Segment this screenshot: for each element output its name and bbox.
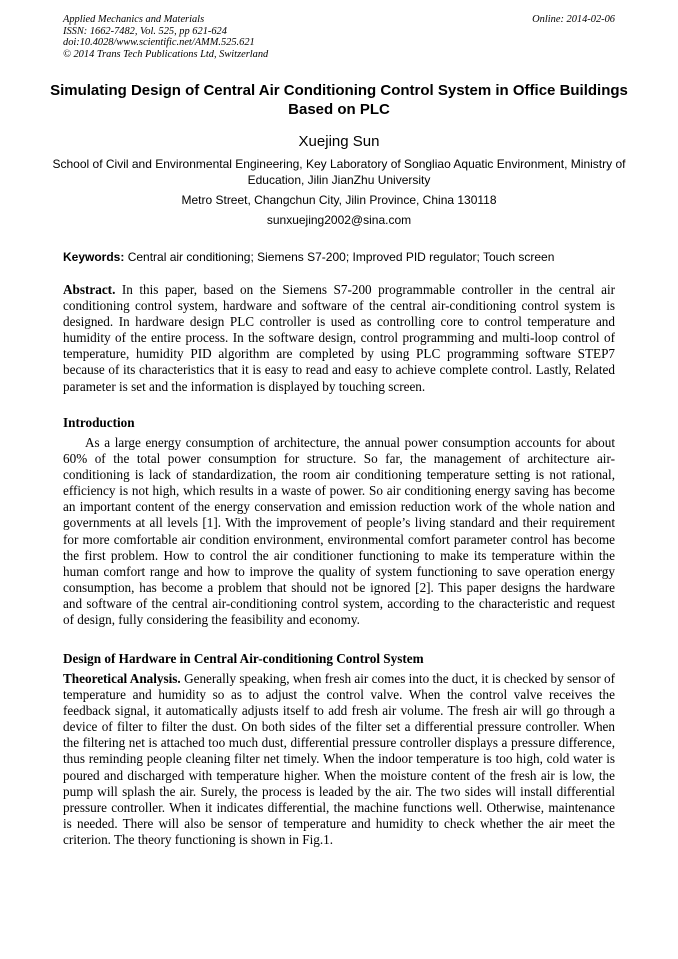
journal-name: Applied Mechanics and Materials xyxy=(63,14,205,25)
keywords-label: Keywords: xyxy=(63,250,125,264)
theoretical-analysis-text: Generally speaking, when fresh air comes into the duct, it is checked by sensor of temperature and humidity so as to adjust the control valve. When the control valve receives the feedback signal, it automatically adjusts itself to add fresh air volume. The fresh air will go through a device of filter to filter the dust. On both sides of the filter set a differential pressure controller. When the filtering net is attached too much dust, differential pressure controller displays a pressure difference, thus reminding people cleaning filter net timely. When the indoor temperature is too high, cold water is poured and discharged with temperature higher. When the moisture content of the fresh air is low, the pump will splash the air. Surely, the process is leaded by the air. The two sides will install differential pressure controller. When it indicates differential, the machine functions well. Otherwise, maintenance is needed. There will also be sensor of temperature and humidity to check whether the air meet the criterion. The theory functioning is shown in Fig.1. xyxy=(63,671,615,847)
keywords xyxy=(63,250,623,265)
keywords-text: Central air conditioning; Siemens S7-200; Improved PID regulator; Touch screen xyxy=(127,250,555,264)
doi-line: doi:10.4028/www.scientific.net/AMM.525.621 xyxy=(63,37,255,49)
author-email: sunxuejing2002@sina.com xyxy=(266,213,412,227)
address: Metro Street, Changchun City, Jilin Province, China 130118 xyxy=(181,193,497,207)
introduction-heading: Introduction xyxy=(63,415,135,430)
author-name: Xuejing Sun xyxy=(298,133,380,150)
theoretical-analysis xyxy=(63,671,615,848)
title-first-word: Simulating xyxy=(50,82,127,99)
online-date: Online: 2014-02-06 xyxy=(532,14,615,25)
abstract-label: Abstract. xyxy=(63,282,116,297)
paper-title xyxy=(40,81,638,119)
abstract xyxy=(63,282,615,395)
hardware-section-heading: Design of Hardware in Central Air-conditioning Control System xyxy=(63,651,424,666)
title-rest: Design of Central Air Conditioning Control System in Office Buildings Based on PLC xyxy=(130,82,628,118)
journal-header xyxy=(63,14,615,60)
introduction-text: As a large energy consumption of architecture, the annual power consumption accounts for about 60% of the total power consumption for structure. So far, the management of architecture air-conditioning is lack of standardization, the room air conditioning temperature setting is not rational, efficiency is not high, which results in a waste of power. So air conditioning energy saving has become an important content of the energy conservation and emission reduction work of the whole nation and governments at all levels [1]. With the improvement of people’s living standard and their requirement for more comfortable air condition environment, environmental comfort parameter control has become the first problem. How to control the air conditioner functioning to make its temperature within the human comfort range and how to improve the quality of system functioning to save operation energy consumption, has become a problem that should not be ignored [2]. This paper designs the hardware and software of the central air-conditioning control system, according to the characteristic and request of design, fully considering the feasibility and economy. xyxy=(63,435,615,628)
copyright-line: © 2014 Trans Tech Publications Ltd, Switzerland xyxy=(63,48,269,60)
theoretical-analysis-label: Theoretical Analysis. xyxy=(63,671,181,686)
abstract-text: In this paper, based on the Siemens S7-200 programmable controller in the central air conditioning control system, hardware and software of the central air-conditioning control system is designed. In hardware design PLC controller is used as controlling core to control temperature and humidity of the entire process. In the software design, control programming and multi-loop control of temperature, humidity PID algorithm are completed by using PLC programming software STEP7 because of its characteristics that it is easy to read and easy to achieve complete control. Lastly, Related parameter is set and the information is displayed by touching screen. xyxy=(63,282,615,394)
issn-line: ISSN: 1662-7482, Vol. 525, pp 621-624 xyxy=(63,25,227,37)
affiliation: School of Civil and Environmental Engineering, Key Laboratory of Songliao Aquatic Environment, Ministry of Education, Jilin JianZhu University xyxy=(52,157,626,187)
